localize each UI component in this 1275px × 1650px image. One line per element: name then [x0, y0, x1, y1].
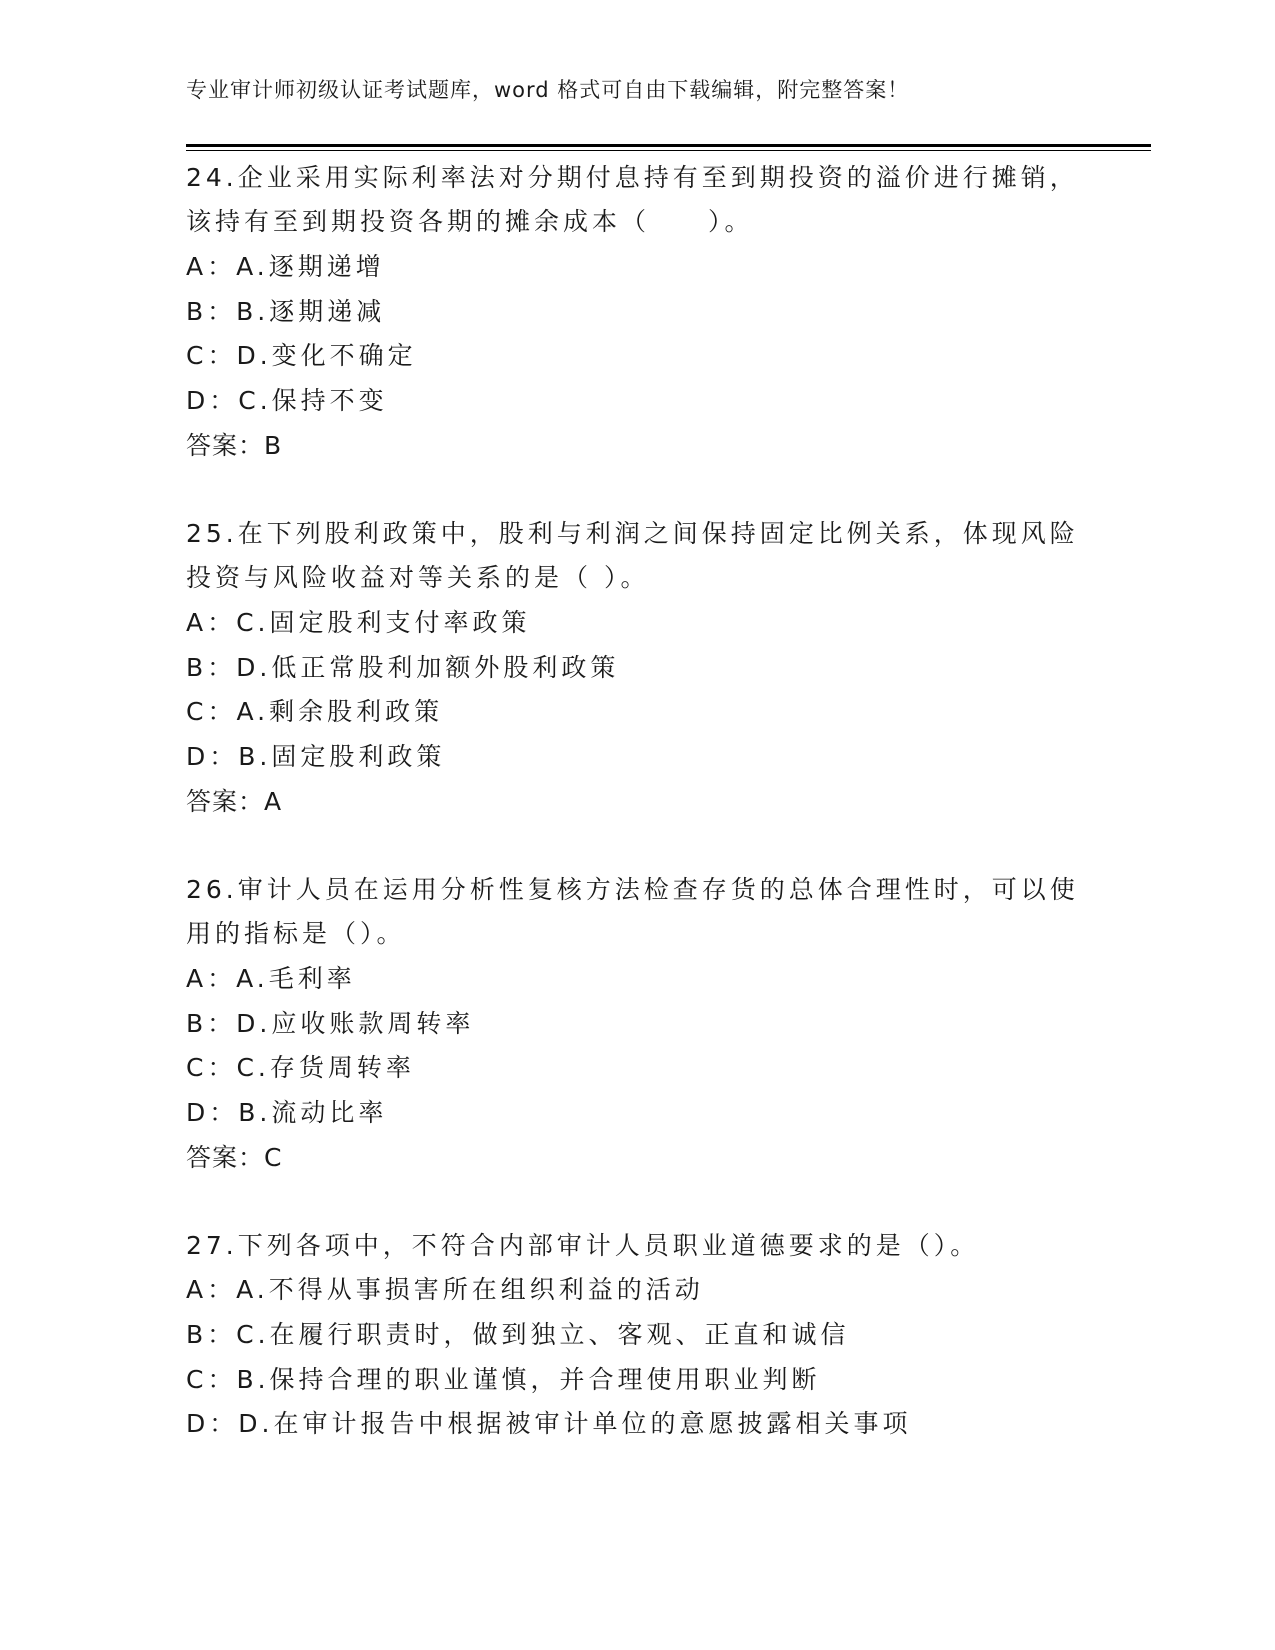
question-26-stem-line-2: 用的指标是（）。	[186, 919, 406, 948]
question-26-option-a: A：A.毛利率	[186, 964, 356, 993]
question-24-answer: 答案：B	[186, 431, 283, 460]
page-header: 专业审计师初级认证考试题库，word 格式可自由下载编辑，附完整答案！	[186, 78, 910, 102]
header-rule-thin	[186, 150, 1151, 151]
question-26-option-d: D：B.流动比率	[186, 1098, 388, 1127]
question-26-option-b: B：D.应收账款周转率	[186, 1009, 475, 1038]
question-27-option-b: B：C.在履行职责时，做到独立、客观、正直和诚信	[186, 1320, 850, 1349]
question-25-stem-line-2: 投资与风险收益对等关系的是（ ）。	[186, 563, 650, 592]
question-27-option-c: C：B.保持合理的职业谨慎，并合理使用职业判断	[186, 1365, 821, 1394]
question-25-answer: 答案：A	[186, 787, 283, 816]
question-24-option-d: D：C.保持不变	[186, 386, 388, 415]
question-25-option-d: D：B.固定股利政策	[186, 742, 446, 771]
question-25-option-a: A：C.固定股利支付率政策	[186, 608, 531, 637]
question-25-option-b: B：D.低正常股利加额外股利政策	[186, 653, 620, 682]
header-rule-thick	[186, 144, 1151, 147]
question-27-stem-line-1: 27.下列各项中，不符合内部审计人员职业道德要求的是（）。	[186, 1231, 980, 1260]
question-26-stem-line-1: 26.审计人员在运用分析性复核方法检查存货的总体合理性时，可以使	[186, 875, 1079, 904]
question-24-stem-line-2: 该持有至到期投资各期的摊余成本（ ）。	[186, 207, 754, 236]
question-24-option-a: A：A.逐期递增	[186, 252, 385, 281]
question-26-answer: 答案：C	[186, 1143, 283, 1172]
question-25-stem-line-1: 25.在下列股利政策中，股利与利润之间保持固定比例关系，体现风险	[186, 519, 1079, 548]
question-24-option-b: B：B.逐期递减	[186, 297, 386, 326]
question-27-option-a: A：A.不得从事损害所在组织利益的活动	[186, 1275, 704, 1304]
question-27-option-d: D：D.在审计报告中根据被审计单位的意愿披露相关事项	[186, 1409, 912, 1438]
question-26-option-c: C：C.存货周转率	[186, 1053, 415, 1082]
question-24-option-c: C：D.变化不确定	[186, 341, 417, 370]
question-25-option-c: C：A.剩余股利政策	[186, 697, 444, 726]
question-24-stem-line-1: 24.企业采用实际利率法对分期付息持有至到期投资的溢价进行摊销，	[186, 163, 1079, 192]
